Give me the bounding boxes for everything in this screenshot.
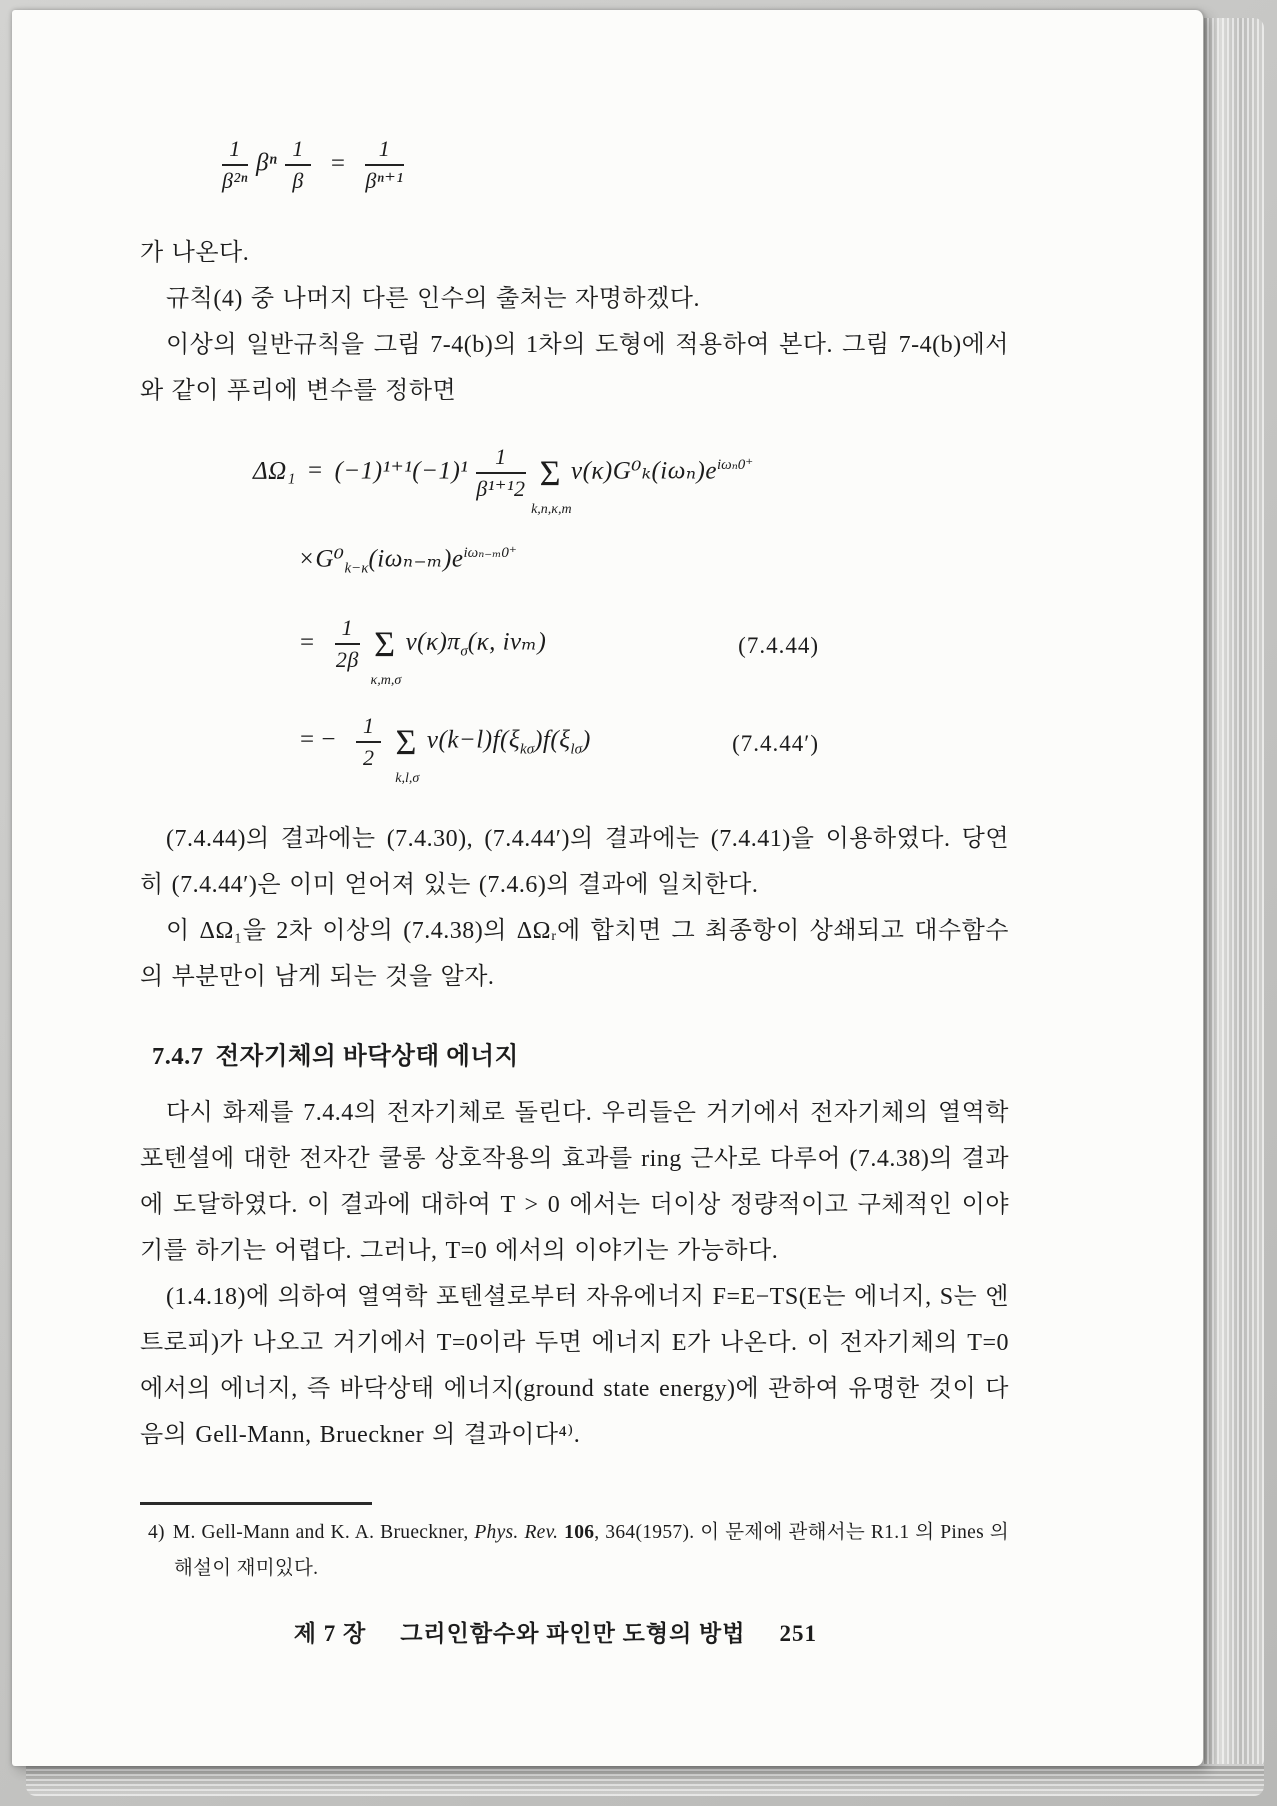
fraction-numerator: 1	[222, 138, 248, 166]
paragraph: 규칙(4) 중 나머지 다른 인수의 출처는 자명하겠다.	[166, 286, 700, 312]
footnote-rule	[140, 1502, 372, 1505]
fraction-numerator: 1	[285, 138, 311, 166]
summation-indices: κ,m,σ	[370, 672, 402, 688]
math-subscript: σ	[460, 643, 468, 660]
footer-book-title: 그리인함수와 파인만 도형의 방법	[400, 1621, 746, 1647]
math-term: (κ, iνₘ)	[467, 628, 547, 656]
math-term: )f(ξ	[534, 726, 571, 754]
section-number: 7.4.7	[152, 1043, 204, 1071]
section-title: 전자기체의 바닥상태 에너지	[215, 1043, 519, 1071]
fraction-denominator: βⁿ⁺¹	[365, 168, 404, 193]
math-subscript: lσ	[570, 741, 582, 758]
fraction-numerator: 1	[356, 715, 382, 743]
summation	[370, 623, 402, 688]
paragraph: 이 ΔΩ₁을 2차 이상의 (7.4.38)의 ΔΩᵣ에 합치면 그 최종항이 상쇄되고 대수함수의 부분만이 남게 되는 것을 알자.	[140, 918, 1009, 991]
sigma-symbol: Σ	[374, 623, 396, 664]
summation	[395, 721, 420, 786]
fraction-denominator: β¹⁺¹2	[476, 475, 526, 501]
footnote-volume: 106	[564, 1522, 595, 1544]
page-footer	[140, 1611, 1009, 1657]
math-term: )	[582, 726, 591, 754]
paragraph: 이상의 일반규칙을 그림 7-4(b)의 1차의 도형에 적용하여 본다. 그림 7-4(b)에서와 같이 푸리에 변수를 정하면	[140, 332, 1009, 404]
book-page	[12, 10, 1204, 1766]
page-content	[12, 10, 1203, 1766]
paragraph: 다시 화제를 7.4.4의 전자기체로 돌린다. 우리들은 거기에서 전자기체의 열역학 포텐셜에 대한 전자간 쿨롱 상호작용의 효과를 ring 근사로 다루어 (7.4.38)의 결과에 도달하였다. 이 결과에 대하여 T > 0 에서는 더이상 정량적이고 구체적인 이야기를 하기는 어렵다. 그러나, T=0 에서의 이야기는 가능하다.	[140, 1100, 1009, 1265]
equation-number: (7.4.44′)	[732, 730, 819, 756]
footnote-journal-name: Phys. Rev.	[474, 1522, 559, 1544]
equation-7-4-44-group	[140, 442, 1009, 786]
fraction-numerator: 1	[476, 446, 525, 474]
fraction-denominator: β²ⁿ	[222, 168, 248, 193]
summation	[531, 452, 572, 517]
fraction-numerator: 1	[335, 617, 361, 645]
fraction-numerator: 1	[365, 138, 403, 166]
fraction	[476, 443, 526, 501]
summation-indices: k,n,κ,m	[531, 501, 572, 517]
fraction-denominator: 2β	[335, 646, 359, 672]
footnote-marker: 4)	[148, 1522, 165, 1544]
fraction	[356, 712, 382, 770]
math-term: v(κ)π	[405, 628, 461, 656]
equation-line-2	[140, 530, 1009, 591]
summation-indices: k,l,σ	[395, 770, 420, 786]
fraction-denominator: 2	[362, 744, 375, 770]
equals-sign: =	[330, 149, 346, 177]
equals-sign: =	[307, 457, 323, 485]
math-term: v(κ)G⁰ₖ(iωₙ)e	[571, 457, 717, 485]
fraction	[222, 138, 248, 192]
fraction	[365, 138, 403, 192]
footnote-remainder: , 364(1957). 이 문제에 관해서는 R1.1 의 Pines 의 해설이 재미있다.	[174, 1522, 1009, 1580]
math-sign-factors: (−1)¹⁺¹(−1)¹	[334, 457, 469, 485]
footnote-text	[140, 1515, 1009, 1587]
equation-line-1	[140, 442, 1009, 517]
math-exponent: iωₙ0⁺	[716, 457, 754, 473]
equals-sign: = −	[300, 726, 336, 754]
math-term: (iωₙ₋ₘ)e	[368, 544, 464, 572]
fraction	[335, 614, 361, 672]
sigma-symbol: Σ	[539, 452, 562, 493]
math-subscript: k−κ	[344, 559, 369, 576]
equation-beta-rule	[140, 138, 1009, 192]
book-page-stack-bottom-edge	[26, 1764, 1264, 1796]
equation-line-3	[140, 614, 1009, 688]
footer-chapter: 제 7 장	[293, 1621, 367, 1647]
math-term: ×G⁰	[298, 544, 345, 572]
math-subscript: kσ	[520, 741, 535, 758]
sigma-symbol: Σ	[395, 721, 417, 762]
footnote-reference: M. Gell-Mann and K. A. Brueckner,	[172, 1522, 475, 1544]
equals-sign: =	[300, 628, 315, 656]
book-page-stack-right-edge	[1202, 18, 1264, 1770]
math-lhs: ΔΩ₁	[253, 457, 296, 485]
math-term: βⁿ	[255, 149, 278, 177]
equation-number: (7.4.44)	[738, 632, 819, 658]
fraction	[285, 138, 311, 192]
footer-page-number: 251	[779, 1621, 817, 1647]
fraction-denominator: β	[292, 168, 304, 193]
paragraph: 가 나온다.	[140, 240, 250, 266]
math-term: v(k−l)f(ξ	[426, 726, 521, 754]
math-exponent: iωₙ₋ₘ0⁺	[463, 544, 517, 561]
section-heading	[152, 1034, 1009, 1080]
equation-line-4	[140, 712, 1009, 786]
paragraph: (1.4.18)에 의하여 열역학 포텐셜로부터 자유에너지 F=E−TS(E는 에너지, S는 엔트로피)가 나오고 거기에서 T=0이라 두면 에너지 E가 나온다. 이 전자기체의 T=0에서의 에너지, 즉 바닥상태 에너지(ground state energy)에 관하여 유명한 것이 다음의 Gell-Mann, Brueckner 의 결과이다⁴⁾.	[140, 1284, 1009, 1449]
paragraph: (7.4.44)의 결과에는 (7.4.30), (7.4.44′)의 결과에는 (7.4.41)을 이용하였다. 당연히 (7.4.44′)은 이미 얻어져 있는 (7.4.6)의 결과에 일치한다.	[140, 826, 1009, 899]
footnote-block	[140, 1502, 1009, 1587]
